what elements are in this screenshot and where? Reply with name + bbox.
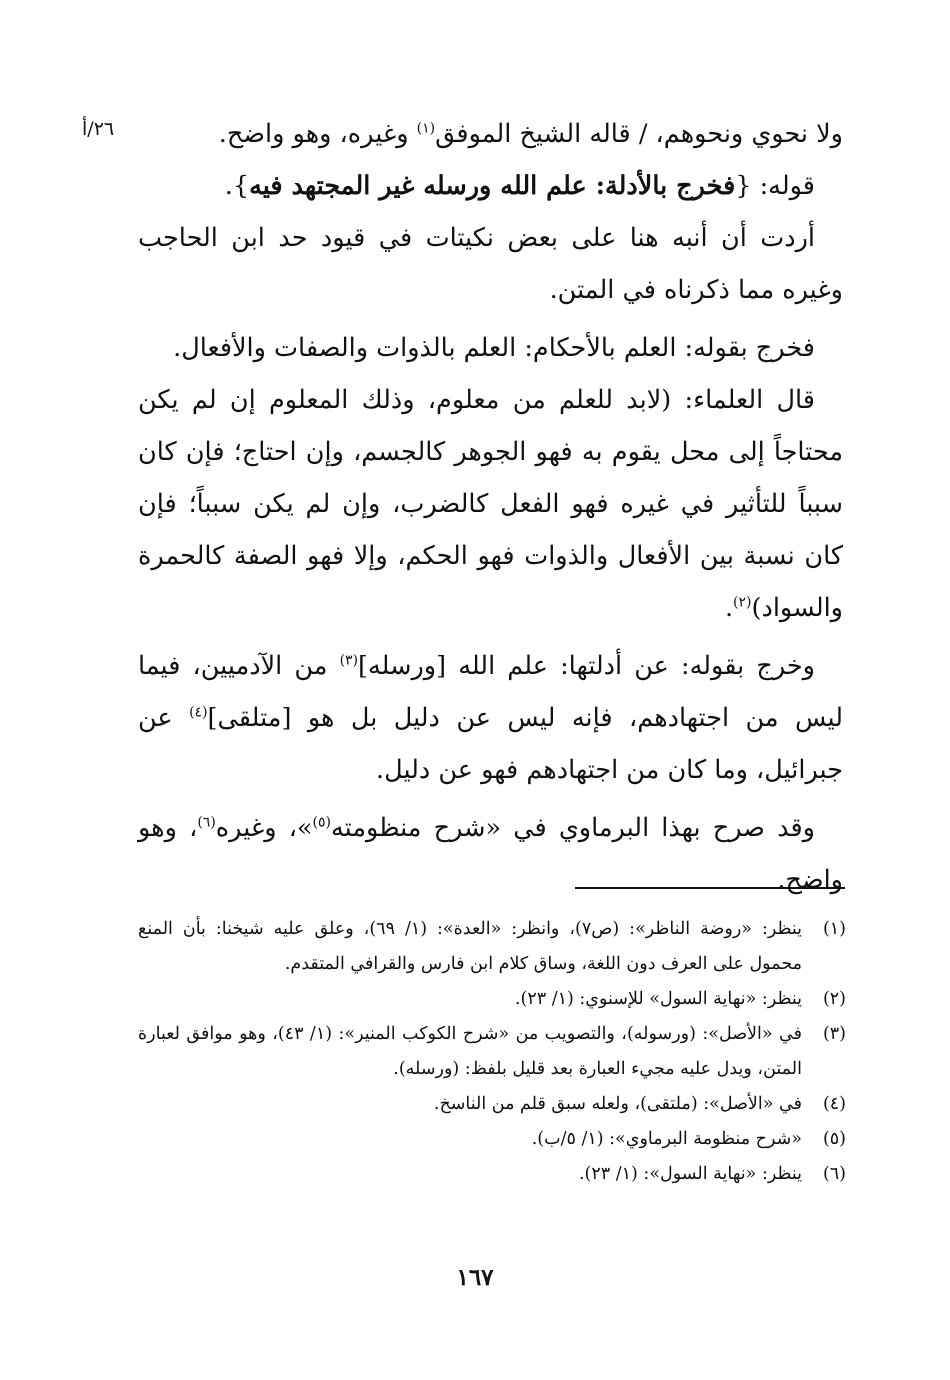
footnote-text: ينظر: «نهاية السول» للإسنوي: (١/ ٢٣).: [514, 989, 802, 1009]
footnote-4: [138, 1087, 846, 1122]
paragraph-4: فخرج بقوله: العلم بالأحكام: العلم بالذوات والصفات والأفعال.: [173, 333, 815, 363]
quoted-matn: فخرج بالأدلة: علم الله ورسله غير المجتهد فيه: [249, 171, 736, 201]
margin-manuscript-ref: ٢٦/أ: [82, 118, 115, 140]
footnote-number: (٦): [822, 1164, 846, 1184]
main-text: [138, 108, 843, 906]
footnote-text: ينظر: «نهاية السول»: (١/ ٢٣).: [578, 1164, 802, 1184]
footnote-3: [138, 1017, 846, 1087]
footnote-separator: [575, 887, 845, 889]
footnote-number: (٣): [822, 1024, 846, 1044]
footnote-number: (٤): [822, 1094, 846, 1114]
footnote-text: في «الأصل»: (ملتقى)، ولعله سبق قلم من الناسخ.: [433, 1094, 802, 1114]
paragraph-6: وخرج بقوله: عن أدلتها: علم الله [ورسله]$^{(٣)}$ من الآدميين، فيما ليس من اجتهادهم، فإنه ليس عن دليل بل هو [متلقى]$^{(٤)}$ عن جبرائيل، وما كان من اجتهادهم فهو عن دليل.: [138, 651, 844, 785]
footnote-ref-3[interactable]: (٣): [339, 652, 359, 669]
footnote-2: [138, 982, 846, 1017]
page-number: ١٦٧: [456, 1264, 494, 1291]
paragraph-3: أردت أن أنبه هنا على بعض نكيتات في قيود حد ابن الحاجب وغيره مما ذكرناه في المتن.: [138, 223, 843, 305]
footnote-text: في «الأصل»: (ورسوله)، والتصويب من «شرح الكوكب المنير»: (١/ ٤٣)، وهو موافق لعبارة المتن، ويدل عليه مجيء العبارة بعد قليل بلفظ: (ورسله).: [138, 1024, 802, 1079]
footnote-ref-1[interactable]: (١): [416, 120, 436, 137]
footnote-1: [138, 912, 846, 982]
footnotes: [138, 912, 846, 1192]
paragraph-5: قال العلماء: (لابد للعلم من معلوم، وذلك المعلوم إن لم يكن محتاجاً إلى محل يقوم به فهو الجوهر كالجسم، وإن احتاج؛ فإن كان سبباً للتأثير في غيره فهو الفعل كالضرب، وإن لم يكن سبباً؛ فإن كان نسبة بين الأفعال والذوات فهو الحكم، وإلا فهو الصفة كالحمرة والسواد)$^{(٢)}$.: [138, 385, 843, 623]
footnote-number: (٢): [822, 989, 846, 1009]
paragraph-7: وقد صرح بهذا البرماوي في «شرح منظومته$^{(٥)}$»، وغيره$^{(٦)}$، وهو واضح.: [138, 813, 843, 895]
footnote-ref-4[interactable]: (٤): [189, 704, 208, 721]
footnote-5: [138, 1122, 846, 1157]
footnote-number: (١): [822, 919, 846, 939]
footnote-6: [138, 1157, 846, 1192]
footnote-ref-5[interactable]: (٥): [312, 814, 331, 831]
footnote-ref-6[interactable]: (٦): [197, 814, 216, 831]
footnote-text: «شرح منظومة البرماوي»: (١/ ٥/ب).: [531, 1129, 802, 1149]
footnote-text: ينظر: «روضة الناظر»: (ص٧)، وانظر: «العدة»: (١/ ٦٩)، وعلق عليه شيخنا: بأن المنع محمول على العرف دون اللغة، وساق كلام ابن فارس والقرافي المتقدم.: [138, 919, 802, 974]
footnote-ref-2[interactable]: (٢): [733, 594, 752, 611]
paragraph-2-quote: قوله: {فخرج بالأدلة: علم الله ورسله غير المجتهد فيه}.: [224, 171, 815, 201]
footnote-number: (٥): [822, 1129, 846, 1149]
paragraph-1: ولا نحوي ونحوهم، / قاله الشيخ الموفق$^{(١)}$ وغيره، وهو واضح.: [218, 119, 843, 149]
